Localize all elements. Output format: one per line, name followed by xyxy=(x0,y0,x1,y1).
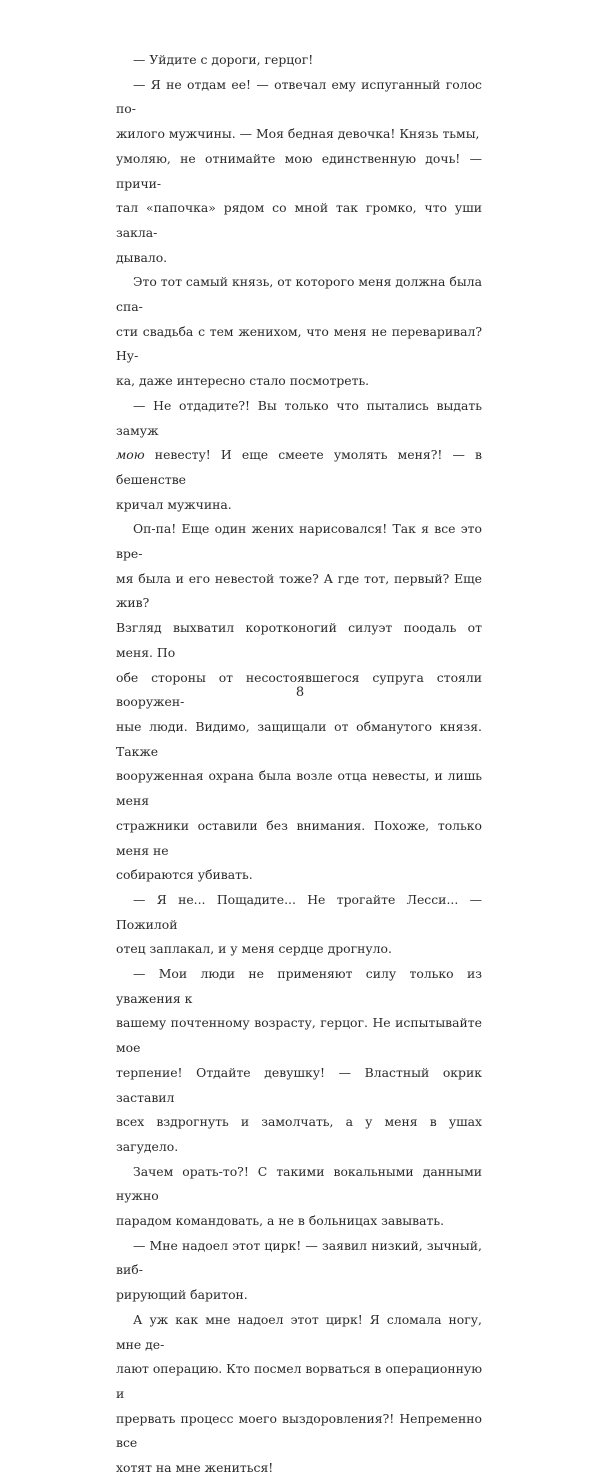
body-text xyxy=(116,48,482,1481)
paragraph-10: А уж как мне надоел этот цирк! Я сломала ногу, мне де- лают операцию. Кто посмел ворваться в операционную и прервать процесс моего выздоровления?! Непременно все хотят на мне жениться! xyxy=(116,1311,482,1476)
paragraph-4 xyxy=(116,394,482,518)
paragraph-1: — Уйдите с дороги, герцог! xyxy=(133,52,314,67)
page-number: 8 xyxy=(295,685,305,700)
paragraph-8: Зачем орать-то?! С такими вокальными данными нужно парадом командовать, а не в больницах завывать. xyxy=(116,1163,482,1229)
paragraph-5: Оп-па! Еще один жених нарисовался! Так я все это вре- мя была и его невестой тоже? А где тот, первый? Еще жив? Взгляд выхватил коротконогий силуэт поодаль от меня. По обе стороны от несостоявшегося супруга стояли вооружен- ные люди. Видимо, защищали от обманутого князя. Также вооруженная охрана была возле отца невесты, и лишь меня стражники оставили без внимания. Похоже, только меня не собираются убивать. xyxy=(116,521,482,883)
paragraph-4-start: — Не отдадите?! Вы только что пытались выдать замуж xyxy=(116,397,482,438)
paragraph-3: Это тот самый князь, от которого меня должна была спа- сти свадьба с тем женихом, что меня не переваривал? Ну- ка, даже интересно стало посмотреть. xyxy=(116,274,482,389)
paragraph-4-end: невесту! И еще смеете умолять меня?! — в бешенстве кричал мужчина. xyxy=(116,447,482,512)
paragraph-2: — Я не отдам ее! — отвечал ему испуганный голос по- жилого мужчины. — Моя бедная девочка! Князь тьмы, умоляю, не отнимайте мою единственную дочь! — причи- тал «папочка» рядом со мной так громко, что уши заклa- дывало. xyxy=(116,76,482,265)
emphasized-word: мою xyxy=(116,447,145,463)
paragraph-9: — Мне надоел этот цирк! — заявил низкий, зычный, виб- рирующий баритон. xyxy=(116,1237,482,1303)
paragraph-6: — Я не... Пощадите... Не трогайте Лесси... — Пожилой отец заплакал, и у меня сердце дрогнуло. xyxy=(116,891,482,957)
paragraph-7: — Мои люди не применяют силу только из уважения к вашему почтенному возрасту, герцог. Не испытывайте мое терпение! Отдайте девушку! — Властный окрик заставил всех вздрогнуть и замолчать, а у меня в ушах загудело. xyxy=(116,966,482,1154)
